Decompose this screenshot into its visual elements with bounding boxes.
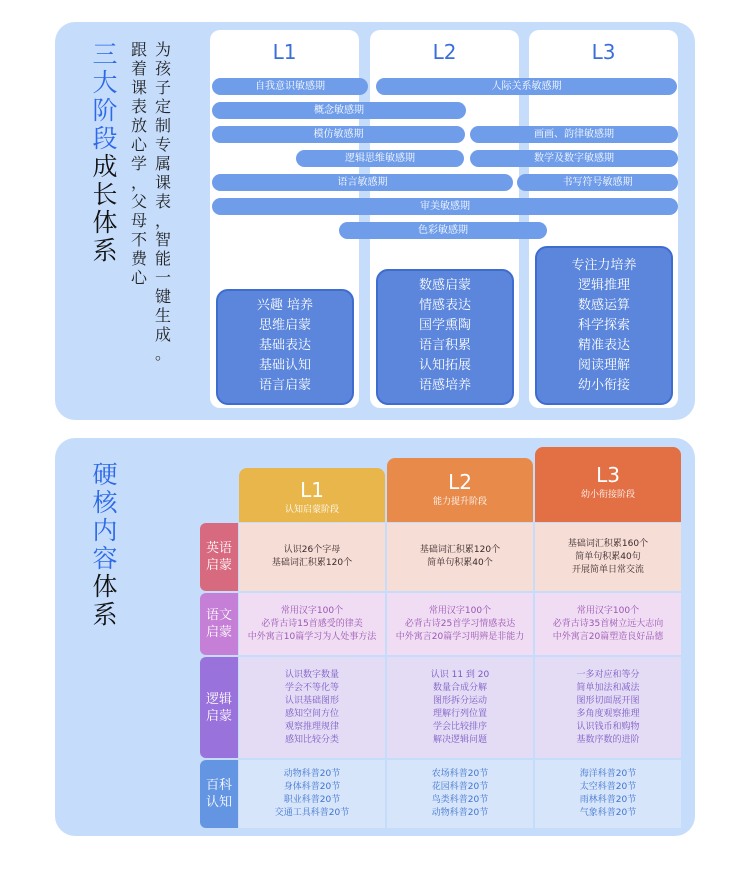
- skill-item: 数感运算: [577, 298, 630, 313]
- skill-item: 语感培养: [418, 378, 471, 393]
- table-cell: 常用汉字100个 必背古诗35首树立远大志向 中外寓言20篇塑造良好品德: [535, 593, 681, 655]
- sensitive-period-pill: 色彩敏感期: [339, 222, 547, 239]
- sensitive-period-pill: 逻辑思维敏感期: [296, 150, 464, 167]
- skill-item: 科学探索: [577, 318, 630, 333]
- skill-item: 语言积累: [418, 338, 471, 353]
- row-label-chinese: 语文 启蒙: [200, 593, 238, 655]
- table-cell: 基础词汇积累120个 简单句积累40个: [387, 523, 533, 591]
- table-cell: 认识 11 到 20 数量合成分解 图形拆分运动 理解行列位置 学会比较排序 解决逻辑问题: [387, 657, 533, 758]
- row-label-logic: 逻辑 启蒙: [200, 657, 238, 758]
- skill-item: 阅读理解: [577, 358, 630, 373]
- skill-item: 国学熏陶: [418, 318, 471, 333]
- level-header-l1: L1 认知启蒙阶段: [239, 468, 385, 522]
- skills-box-l1: [216, 289, 354, 405]
- sensitive-period-pill: 概念敏感期: [212, 102, 466, 119]
- core-content-title: 硬 核 内 容 体 系: [92, 460, 118, 629]
- skills-box-l2: [376, 269, 514, 405]
- table-cell: 基础词汇积累160个 简单句积累40句 开展简单日常交流: [535, 523, 681, 591]
- skill-item: 逻辑推理: [577, 278, 630, 293]
- table-cell: 海洋科普20节 太空科普20节 雨林科普20节 气象科普20节: [535, 760, 681, 828]
- skills-box-l3: [535, 246, 673, 405]
- table-cell: 认识26个字母 基础词汇积累120个: [239, 523, 385, 591]
- sensitive-period-pill: 模仿敏感期: [212, 126, 465, 143]
- sensitive-period-pill: 审美敏感期: [212, 198, 678, 215]
- level-header-l2: L2 能力提升阶段: [387, 458, 533, 522]
- sensitive-period-pill: 书写符号敏感期: [517, 174, 678, 191]
- row-label-english: 英语 启蒙: [200, 523, 238, 591]
- sensitive-period-pill: 画画、韵律敏感期: [470, 126, 678, 143]
- table-cell: 一多对应和等分 简单加法和减法 图形切面展开图 多角度观察推理 认识钱币和购物 基数序数的进阶: [535, 657, 681, 758]
- level-header-l1: L1: [272, 40, 297, 64]
- growth-system-title: 三 大 阶 段 成 长 体 系: [92, 40, 118, 265]
- level-header-l2: L2: [432, 40, 457, 64]
- table-cell: 动物科普20节 身体科普20节 职业科普20节 交通工具科普20节: [239, 760, 385, 828]
- table-cell: 认识数字数量 学会不等化等 认识基础图形 感知空间方位 观察推理规律 感知比较分类: [239, 657, 385, 758]
- sensitive-period-pill: 自我意识敏感期: [212, 78, 368, 95]
- skill-item: 数感启蒙: [418, 278, 471, 293]
- level-header-l3: L3 幼小衔接阶段: [535, 447, 681, 522]
- row-label-science: 百科 认知: [200, 760, 238, 828]
- skill-item: 思维启蒙: [258, 318, 311, 333]
- sensitive-period-pill: 语言敏感期: [212, 174, 513, 191]
- skill-item: 基础表达: [258, 338, 311, 353]
- skill-item: 基础认知: [258, 358, 311, 373]
- growth-subtitle-line2: 跟 着 课 表 放 心 学 ， 父 母 不 费 心: [130, 40, 147, 287]
- skill-item: 专注力培养: [571, 258, 637, 273]
- table-cell: 常用汉字100个 必背古诗15首感受的律美 中外寓言10篇学习为人处事方法: [239, 593, 385, 655]
- growth-subtitle-line1: 为 孩 子 定 制 专 属 课 表 ， 智 能 一 键 生 成 。: [154, 40, 171, 363]
- sensitive-period-pill: 人际关系敏感期: [376, 78, 677, 95]
- skill-item: 兴趣 培养: [256, 298, 314, 313]
- skill-item: 精准表达: [577, 338, 630, 353]
- table-cell: 常用汉字100个 必背古诗25首学习情感表达 中外寓言20篇学习明辨是非能力: [387, 593, 533, 655]
- sensitive-period-pill: 数学及数字敏感期: [470, 150, 678, 167]
- skill-item: 幼小衔接: [577, 378, 630, 393]
- level-header-l3: L3: [591, 40, 616, 64]
- skill-item: 认知拓展: [418, 358, 471, 373]
- skill-item: 语言启蒙: [258, 378, 311, 393]
- table-cell: 农场科普20节 花园科普20节 鸟类科普20节 动物科普20节: [387, 760, 533, 828]
- skill-item: 情感表达: [418, 298, 471, 313]
